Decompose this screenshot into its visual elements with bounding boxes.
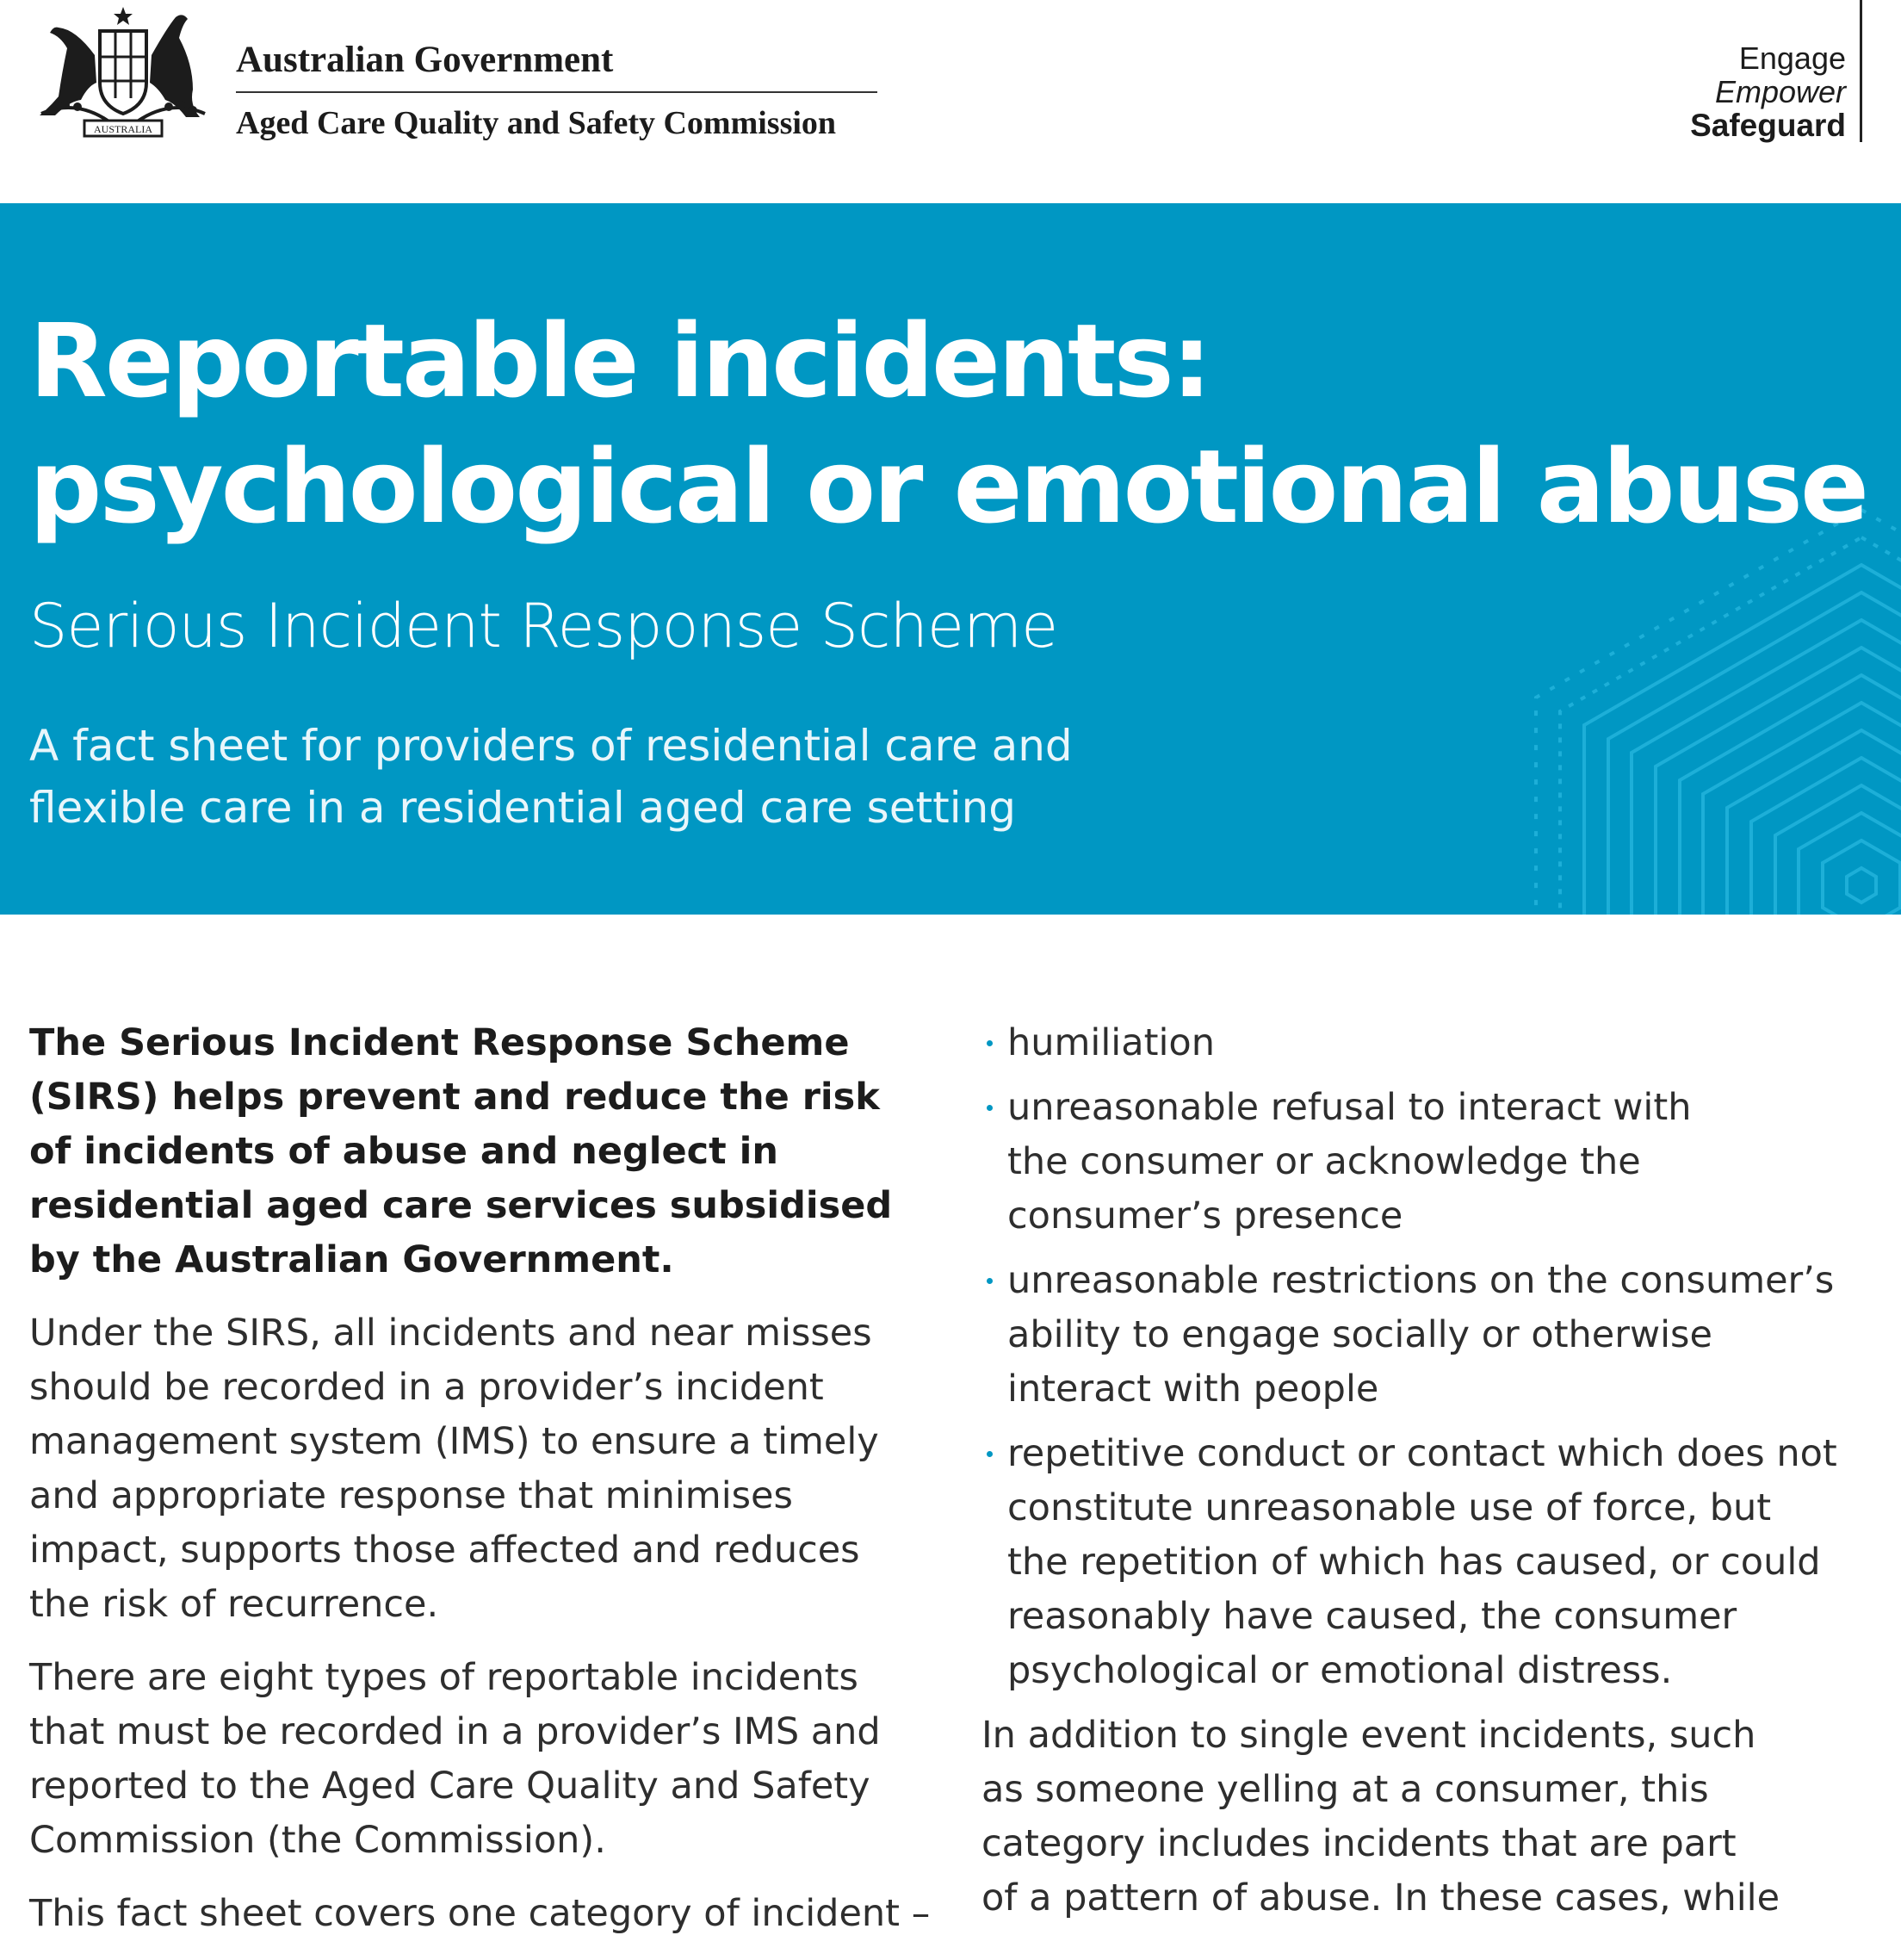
tagline: [1690, 41, 1846, 143]
text-line: The Serious Incident Response Scheme: [29, 1021, 850, 1064]
list-item-text: [1007, 1016, 1877, 1070]
bullet-icon: [987, 1278, 993, 1284]
text-line: by the Australian Government.: [29, 1238, 674, 1281]
text-line: residential aged care services subsidised: [29, 1184, 893, 1227]
description-line: A fact sheet for providers of residential care and: [29, 721, 1073, 771]
list-item-text: [1007, 1254, 1877, 1417]
text-line: the consumer or acknowledge the: [1007, 1140, 1641, 1183]
text-line: reasonably have caused, the consumer: [1007, 1595, 1737, 1638]
page-title: [29, 298, 1880, 549]
text-line: This fact sheet covers one category of incident –: [29, 1892, 931, 1935]
text-line: and appropriate response that minimises: [29, 1474, 793, 1517]
hexagon-pattern-graphic: [1016, 487, 1901, 915]
text-line: category includes incidents that are part: [981, 1822, 1737, 1865]
tagline-divider: [1860, 0, 1862, 142]
bullet-icon: [987, 1451, 993, 1457]
left-column: [29, 1016, 931, 1960]
body-paragraph-fact-sheet: [29, 1887, 931, 1941]
branding-divider: [236, 91, 877, 93]
page-header: [0, 0, 1901, 203]
title-line: Reportable incidents:: [29, 301, 1210, 420]
intro-paragraph: [29, 1016, 925, 1287]
text-line: the repetition of which has caused, or could: [1007, 1541, 1821, 1584]
text-line: consumer’s presence: [1007, 1194, 1403, 1237]
government-branding: [236, 38, 877, 143]
right-column: [981, 1016, 1877, 1944]
coat-of-arms-logo: [24, 3, 222, 150]
page-subtitle: Serious Incident Response Scheme: [29, 591, 1058, 661]
text-line: psychological or emotional distress.: [1007, 1649, 1673, 1692]
list-item: [981, 1016, 1877, 1070]
text-line: as someone yelling at a consumer, this: [981, 1768, 1709, 1811]
text-line: the risk of recurrence.: [29, 1583, 439, 1626]
government-name: Australian Government: [236, 40, 614, 80]
body-paragraph-ims: [29, 1306, 925, 1632]
bullet-icon: [987, 1105, 993, 1111]
body-paragraph-incident-types: [29, 1651, 925, 1868]
text-line: (SIRS) helps prevent and reduce the risk: [29, 1076, 880, 1119]
list-item: [981, 1081, 1877, 1244]
text-line: Commission (the Commission).: [29, 1819, 606, 1862]
text-line: of incidents of abuse and neglect in: [29, 1130, 779, 1173]
body-paragraph-pattern: [981, 1709, 1877, 1926]
text-line: of a pattern of abuse. In these cases, while: [981, 1876, 1780, 1920]
list-item: [981, 1254, 1877, 1417]
list-item-text: [1007, 1427, 1877, 1698]
banner-description: [29, 715, 1252, 839]
text-line: Under the SIRS, all incidents and near misses: [29, 1312, 872, 1355]
abuse-examples-list: [981, 1016, 1877, 1698]
title-banner: [0, 203, 1901, 915]
text-line: unreasonable refusal to interact with: [1007, 1086, 1692, 1129]
tagline-engage: Engage: [1738, 40, 1846, 76]
text-line: constitute unreasonable use of force, but: [1007, 1486, 1772, 1529]
text-line: ability to engage socially or otherwise: [1007, 1313, 1712, 1356]
text-line: interact with people: [1007, 1368, 1379, 1411]
text-line: humiliation: [1007, 1021, 1215, 1064]
text-line: that must be recorded in a provider’s IMS and: [29, 1710, 881, 1753]
list-item: [981, 1427, 1877, 1698]
text-line: management system (IMS) to ensure a timely: [29, 1420, 879, 1463]
title-line: psychological or emotional abuse: [29, 427, 1867, 546]
text-line: repetitive conduct or contact which does not: [1007, 1432, 1837, 1475]
text-line: There are eight types of reportable incidents: [29, 1656, 858, 1699]
text-line: impact, supports those affected and reduces: [29, 1529, 860, 1572]
description-line: flexible care in a residential aged care setting: [29, 783, 1017, 833]
text-line: In addition to single event incidents, such: [981, 1714, 1756, 1757]
tagline-safeguard: Safeguard: [1690, 108, 1846, 143]
tagline-empower: Empower: [1714, 74, 1846, 109]
agency-name: Aged Care Quality and Safety Commission: [236, 105, 837, 141]
text-line: reported to the Aged Care Quality and Safety: [29, 1765, 870, 1808]
text-line: should be recorded in a provider’s incident: [29, 1366, 824, 1409]
list-item-text: [1007, 1081, 1877, 1244]
crest-label: AUSTRALIA: [94, 123, 152, 135]
text-line: unreasonable restrictions on the consumer’s: [1007, 1259, 1835, 1302]
bullet-icon: [987, 1040, 993, 1046]
